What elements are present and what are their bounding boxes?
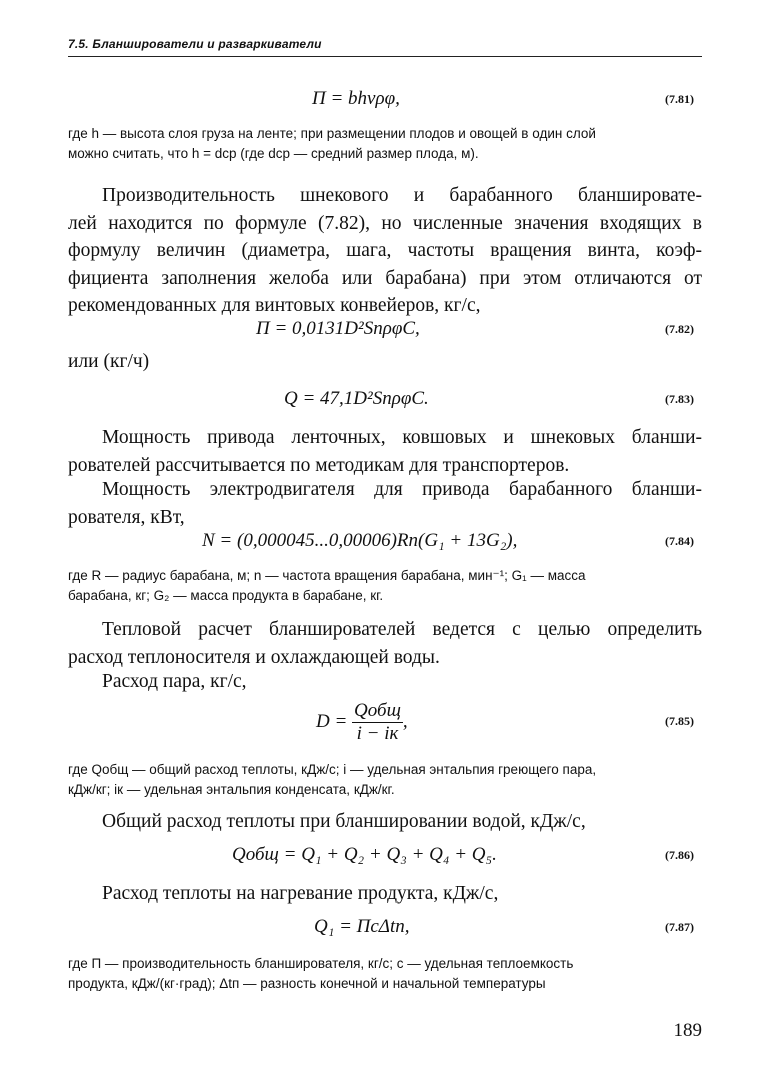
formula-number: (7.84) bbox=[665, 534, 694, 548]
note-line: кДж/кг; iк — удельная энтальпия конденсата, кДж/кг. bbox=[68, 782, 395, 797]
paragraph-line: формулу величин (диаметра, шага, частоты вращения винта, коэф- bbox=[68, 240, 702, 261]
paragraph-line: лей находится по формуле (7.82), но численные значения входящих в bbox=[68, 212, 702, 234]
note-line: продукта, кДж/(кг·град); Δtп — разность конечной и начальной температуры bbox=[68, 976, 546, 991]
paragraph-line: Тепловой расчет бланширователей ведется с целью определить bbox=[102, 619, 702, 640]
formula-number: (7.86) bbox=[665, 848, 694, 862]
paragraph-line: фициента заполнения желоба или барабана) при этом отличаются от bbox=[68, 267, 702, 289]
page-number: 189 bbox=[673, 1020, 702, 1041]
formula-7-86 bbox=[68, 844, 702, 874]
formula-expression: Q₁ = ПcΔtп, bbox=[314, 916, 410, 937]
formula-expression: Q = 47,1D²SnρφC. bbox=[284, 388, 429, 409]
paragraph-motor-power bbox=[68, 476, 702, 531]
note-h bbox=[68, 124, 702, 164]
formula-number: (7.83) bbox=[665, 392, 694, 406]
note-line: где Qобщ — общий расход теплоты, кДж/с; i — удельная энтальпия греющего пара, bbox=[68, 762, 597, 777]
paragraph-line: Производительность шнекового и барабанного бланшировате- bbox=[102, 185, 702, 206]
formula-number: (7.85) bbox=[665, 714, 694, 728]
formula-expression: П = 0,0131D²SnρφC, bbox=[256, 318, 420, 339]
paragraph-line: или (кг/ч) bbox=[68, 351, 150, 372]
paragraph-product-heat bbox=[68, 880, 702, 908]
formula-7-84 bbox=[68, 530, 702, 560]
paragraph-line: Общий расход теплоты при бланшировании водой, кДж/с, bbox=[102, 811, 586, 832]
paragraph-line: рекомендованных для винтовых конвейеров, кг/с, bbox=[68, 295, 481, 316]
formula-expression: N = (0,000045...0,00006)Rn(G₁ + 13G₂), bbox=[202, 530, 518, 551]
fraction-denominator: i − iк bbox=[356, 723, 399, 744]
note-line: барабана, кг; G₂ — масса продукта в барабане, кг. bbox=[68, 588, 384, 603]
running-header: 7.5. Бланширователи и разваркиватели bbox=[68, 37, 322, 51]
note-r bbox=[68, 566, 702, 606]
note-qobsh bbox=[68, 760, 702, 800]
paragraph-line: расход теплоносителя и охлаждающей воды. bbox=[68, 646, 440, 668]
formula-tail: , bbox=[402, 710, 408, 732]
formula-expression: П = bhvρφ, bbox=[312, 88, 400, 109]
formula-7-81 bbox=[68, 88, 702, 118]
note-line: где R — радиус барабана, м; n — частота вращения барабана, мин⁻¹; G₁ — масса bbox=[68, 568, 586, 583]
formula-7-83 bbox=[68, 388, 702, 418]
note-line: где h — высота слоя груза на ленте; при размещении плодов и овощей в один слой bbox=[68, 126, 596, 141]
paragraph-thermal bbox=[68, 616, 702, 671]
paragraph-or-kgh bbox=[68, 348, 702, 376]
note-line: можно считать, что h = dср (где dср — средний размер плода, м). bbox=[68, 146, 479, 161]
note-p bbox=[68, 954, 702, 994]
formula-number: (7.82) bbox=[665, 322, 694, 336]
formula-number: (7.87) bbox=[665, 920, 694, 934]
paragraph-line: рователя, кВт, bbox=[68, 506, 185, 528]
formula-fraction bbox=[352, 700, 403, 745]
paragraph-total-heat bbox=[68, 808, 702, 836]
paragraph-line: Расход теплоты на нагревание продукта, кДж/с, bbox=[102, 883, 499, 904]
formula-7-87 bbox=[68, 916, 702, 946]
paragraph-steam bbox=[68, 668, 702, 696]
formula-7-82 bbox=[68, 318, 702, 348]
paragraph-line: Мощность привода ленточных, ковшовых и шнековых бланши- bbox=[102, 427, 702, 448]
paragraph-drive-power bbox=[68, 424, 702, 479]
fraction-numerator: Qобщ bbox=[354, 700, 401, 721]
formula-expression bbox=[316, 700, 408, 745]
paragraph-line: Мощность электродвигателя для привода барабанного бланши- bbox=[102, 479, 702, 500]
header-rule bbox=[68, 56, 702, 57]
paragraph-productivity bbox=[68, 182, 702, 320]
formula-lhs: D = bbox=[316, 710, 348, 732]
formula-7-85 bbox=[68, 698, 702, 748]
note-line: где П — производительность бланширователя, кг/с; c — удельная теплоемкость bbox=[68, 956, 574, 971]
paragraph-line: Расход пара, кг/с, bbox=[102, 671, 247, 692]
paragraph-line: рователей рассчитывается по методикам для транспортеров. bbox=[68, 454, 570, 476]
formula-expression: Qобщ = Q₁ + Q₂ + Q₃ + Q₄ + Q₅. bbox=[232, 844, 497, 865]
formula-number: (7.81) bbox=[665, 92, 694, 106]
